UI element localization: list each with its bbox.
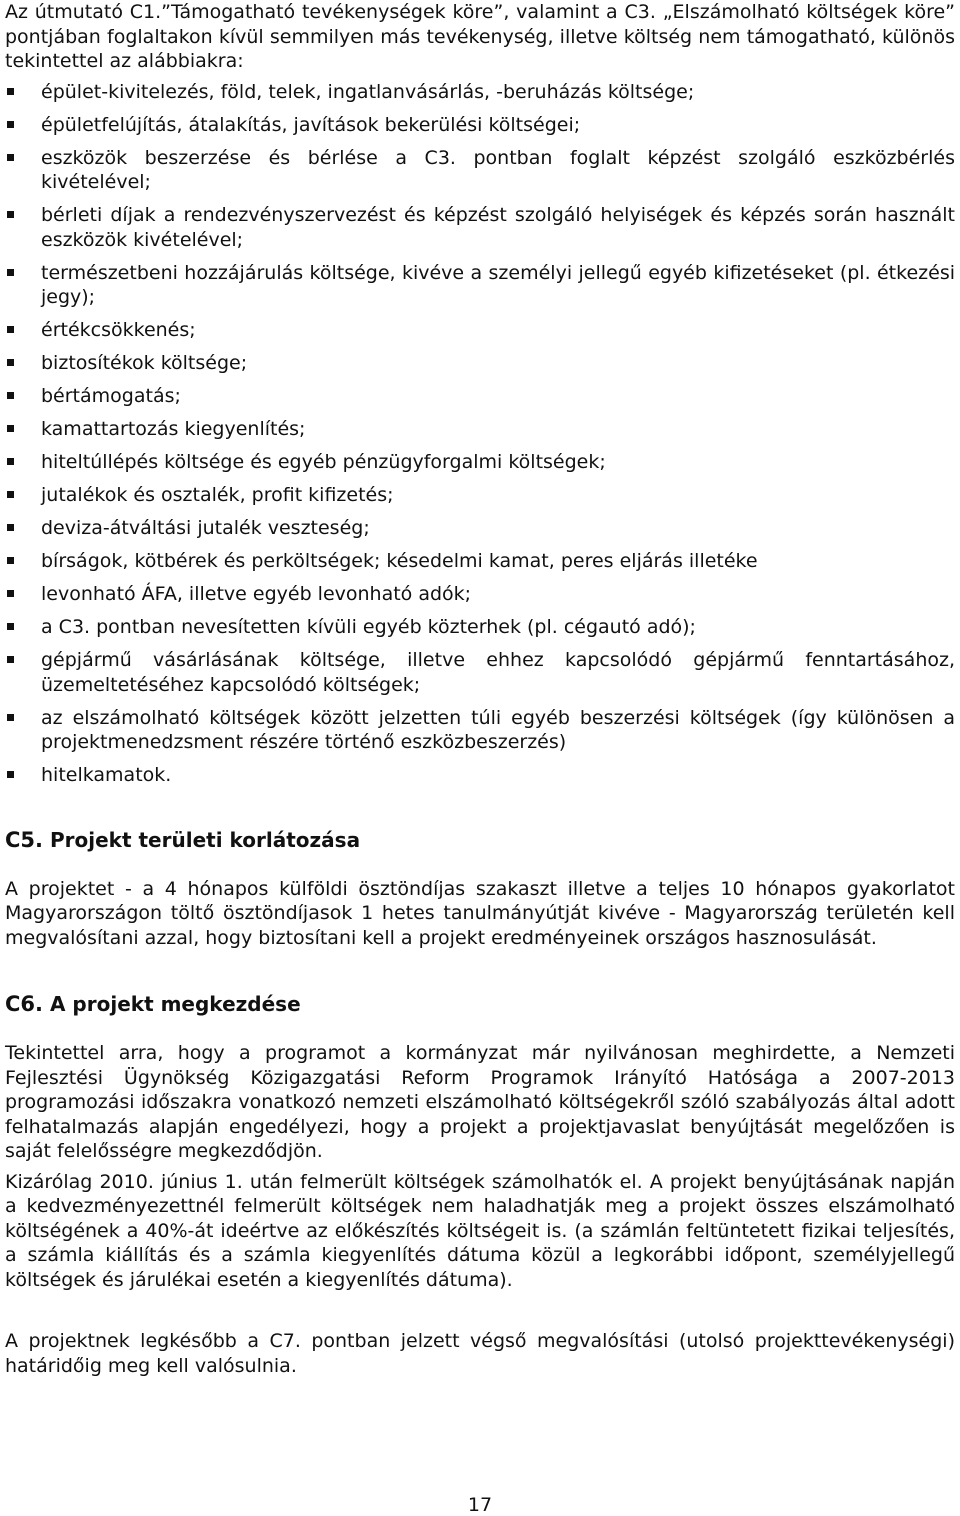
square-bullet-icon (7, 557, 14, 564)
square-bullet-icon (7, 524, 14, 531)
square-bullet-icon (7, 121, 14, 128)
list-item: az elszámolható költségek között jelzetten túli egyéb beszerzési költségek (így különösen a projektmenedzsment részére történő eszközbeszerzés) (5, 706, 955, 755)
square-bullet-icon (7, 771, 14, 778)
list-item: értékcsökkenés; (5, 318, 955, 343)
list-item: biztosítékok költsége; (5, 351, 955, 376)
square-bullet-icon (7, 269, 14, 276)
intro-paragraph: Az útmutató C1.”Támogatható tevékenységek köre”, valamint a C3. „Elszámolható költségek köre” pontjában foglaltakon kívül semmilyen más tevékenység, illetve költség nem támogatható, különös tekintettel az alábbiakra: (5, 1, 955, 72)
list-item: a C3. pontban nevesítetten kívüli egyéb közterhek (pl. cégautó adó); (5, 615, 955, 640)
square-bullet-icon (7, 425, 14, 432)
list-item: bérleti díjak a rendezvényszervezést és képzést szolgáló helyiségek és képzés során használt eszközök kivételével; (5, 203, 955, 252)
list-item: épületfelújítás, átalakítás, javítások bekerülési költségei; (5, 113, 955, 138)
square-bullet-icon (7, 623, 14, 630)
square-bullet-icon (7, 359, 14, 366)
square-bullet-icon (7, 211, 14, 218)
list-item: deviza-átváltási jutalék veszteség; (5, 516, 955, 541)
square-bullet-icon (7, 714, 14, 721)
section-title: A projekt megkezdése (49, 992, 301, 1016)
square-bullet-icon (7, 590, 14, 597)
square-bullet-icon (7, 88, 14, 95)
section-heading-c6 (5, 992, 955, 1016)
square-bullet-icon (7, 458, 14, 465)
list-item: épület-kivitelezés, föld, telek, ingatlanvásárlás, -beruházás költsége; (5, 80, 955, 105)
square-bullet-icon (7, 656, 14, 663)
list-item: kamattartozás kiegyenlítés; (5, 417, 955, 442)
list-item: jutalékok és osztalék, profit kifizetés; (5, 483, 955, 508)
square-bullet-icon (7, 326, 14, 333)
c6-paragraph-1: Tekintettel arra, hogy a programot a kormányzat már nyilvánosan meghirdette, a Nemzeti Fejlesztési Ügynökség Közigazgatási Reform Programok Irányító Hatósága a 2007-2013 programozási időszakra vonatkozó nemzeti elszámolható költségekről szóló szabályozás által adott felhatalmazás alapján engedélyezi, hogy a projekt a projektjavaslat benyújtását megelőzően is saját felelősségre megkezdődjön. (5, 1042, 955, 1162)
list-item: eszközök beszerzése és bérlése a C3. pontban foglalt képzést szolgáló eszközbérlés kivételével; (5, 146, 955, 195)
square-bullet-icon (7, 392, 14, 399)
section-heading-c5 (5, 828, 955, 852)
section-number: C5. (5, 827, 44, 852)
square-bullet-icon (7, 491, 14, 498)
list-item: bírságok, kötbérek és perköltségek; késedelmi kamat, peres eljárás illetéke (5, 549, 955, 574)
excluded-costs-list (5, 80, 955, 788)
page-number: 17 (467, 1494, 493, 1516)
c5-paragraph: A projektet - a 4 hónapos külföldi ösztöndíjas szakaszt illetve a teljes 10 hónapos gyakorlatot Magyarországon töltő ösztöndíjasok 1 hetes tanulmányútját kivéve - Magyarország területén kell megvalósítani azzal, hogy biztosítani kell a projekt eredményeinek országos hasznosulását. (5, 877, 955, 949)
section-title: Projekt területi korlátozása (49, 827, 361, 852)
c6-paragraph-2: Kizárólag 2010. június 1. után felmerült költségek számolhatók el. A projekt benyújtásának napján a kedvezményezettnél felmerült költségek nem haladhatják meg a projekt összes elszámolható költségének a 40%-át ideértve az előkészítés költségeit is. (a számlán feltüntetett fizikai teljesítés, a számla kiállítás és a számla kiegyenlítés dátuma közül a legkorábbi időpont, személyjellegű költségek és járulékai esetén a kiegyenlítés dátuma). (5, 1170, 955, 1291)
list-item: természetbeni hozzájárulás költsége, kivéve a személyi jellegű egyéb kifizetéseket (pl. étkezési jegy); (5, 261, 955, 310)
list-item: gépjármű vásárlásának költsége, illetve ehhez kapcsolódó gépjármű fenntartásához, üzemeltetéséhez kapcsolódó költségek; (5, 648, 955, 697)
list-item: bértámogatás; (5, 384, 955, 409)
list-item: hiteltúllépés költsége és egyéb pénzügyforgalmi költségek; (5, 450, 955, 475)
square-bullet-icon (7, 154, 14, 161)
list-item: levonható ÁFA, illetve egyéb levonható adók; (5, 582, 955, 607)
section-number: C6. (5, 992, 44, 1016)
c6-paragraph-3: A projektnek legkésőbb a C7. pontban jelzett végső megvalósítási (utolsó projekttevékenységi) határidőig meg kell valósulnia. (5, 1330, 955, 1377)
list-item: hitelkamatok. (5, 763, 955, 788)
